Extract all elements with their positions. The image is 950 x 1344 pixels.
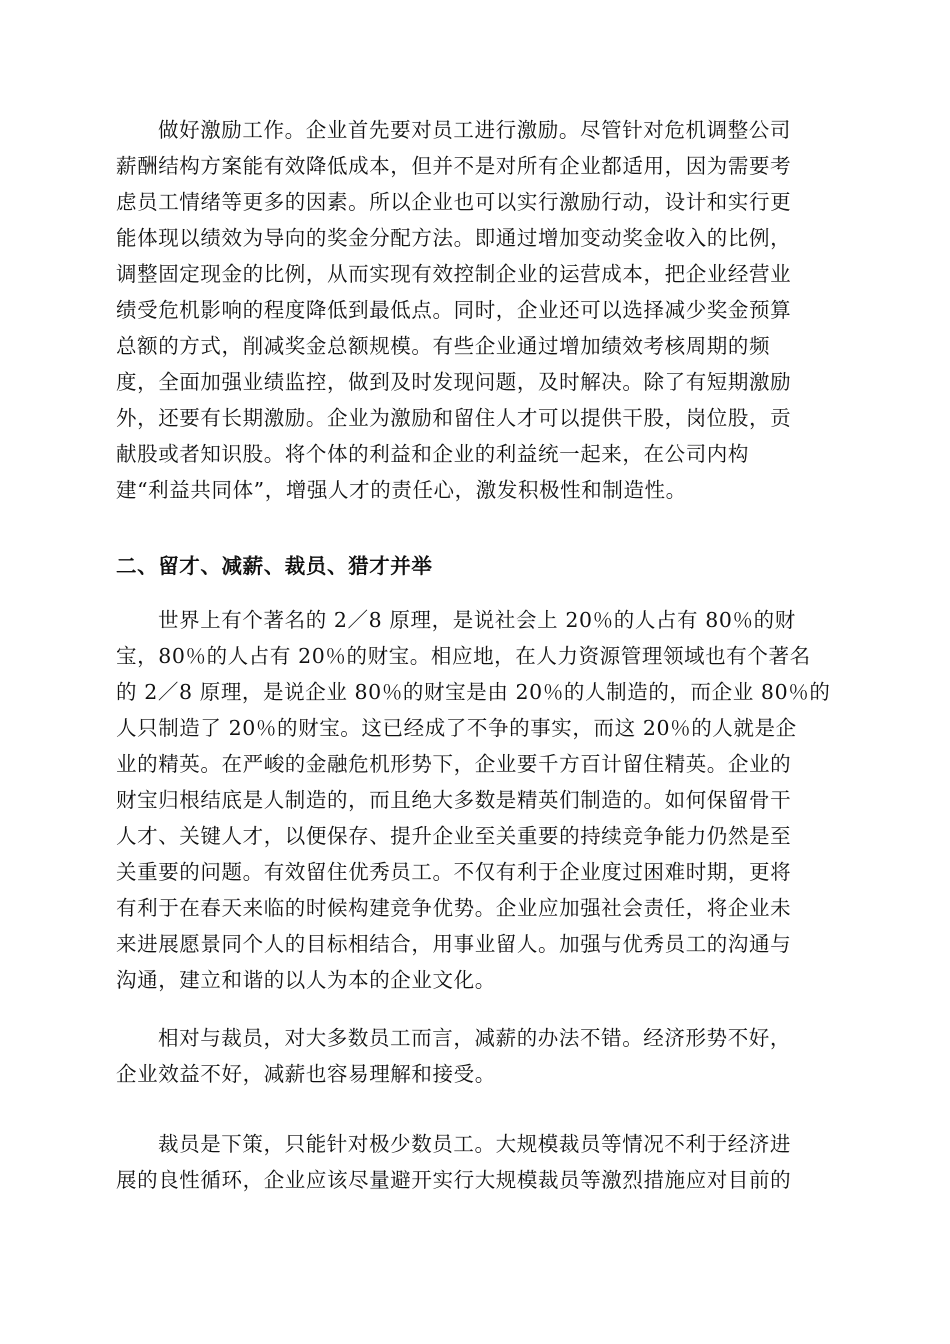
paragraph-pay-cut (116, 1020, 836, 1092)
paragraph-line: 宝，80％的人占有 20％的财宝。相应地，在人力资源管理领域也有个著名 (116, 644, 811, 668)
paragraph-line: 业的精英。在严峻的金融危机形势下，企业要千方百计留住精英。企业的 (116, 752, 792, 776)
paragraph-line: 关重要的问题。有效留住优秀员工。不仅有利于企业度过困难时期，更将 (116, 860, 792, 884)
paragraph-line: 沟通，建立和谐的以人为本的企业文化。 (116, 968, 496, 992)
paragraph-line: 人只制造了 20％的财宝。这已经成了不争的事实，而这 20％的人就是企 (116, 716, 797, 740)
paragraph-line: 能体现以绩效为导向的奖金分配方法。即通过增加变动奖金收入的比例， (116, 226, 792, 250)
paragraph-incentives (116, 112, 836, 508)
paragraph-line: 企业效益不好，减薪也容易理解和接受。 (116, 1062, 496, 1086)
paragraph-line: 世界上有个著名的 2／8 原理，是说社会上 20％的人占有 80％的财 (158, 608, 796, 632)
paragraph-line: 建“利益共同体”，增强人才的责任心，激发积极性和制造性。 (116, 478, 687, 502)
paragraph-line: 调整固定现金的比例，从而实现有效控制企业的运营成本，把企业经营业 (116, 262, 792, 286)
paragraph-line: 裁员是下策，只能针对极少数员工。大规模裁员等情况不利于经济进 (158, 1132, 791, 1156)
paragraph-line: 总额的方式，削减奖金总额规模。有些企业通过增加绩效考核周期的频 (116, 334, 771, 358)
paragraph-talent-retention (116, 602, 836, 998)
paragraph-line: 有利于在春天来临的时候构建竞争优势。企业应加强社会责任，将企业未 (116, 896, 792, 920)
paragraph-line: 度，全面加强业绩监控，做到及时发现问题，及时解决。除了有短期激励 (116, 370, 792, 394)
paragraph-line: 外，还要有长期激励。企业为激励和留住人才可以提供干股，岗位股，贡 (116, 406, 792, 430)
paragraph-line: 的 2／8 原理，是说企业 80％的财宝是由 20％的人制造的，而企业 80％的 (116, 680, 831, 704)
paragraph-layoffs (116, 1126, 836, 1198)
paragraph-line: 绩受危机影响的程度降低到最低点。同时，企业还可以选择减少奖金预算 (116, 298, 792, 322)
paragraph-line: 来进展愿景同个人的目标相结合，用事业留人。加强与优秀员工的沟通与 (116, 932, 792, 956)
paragraph-line: 相对与裁员，对大多数员工而言，减薪的办法不错。经济形势不好， (158, 1026, 791, 1050)
paragraph-line: 虑员工情绪等更多的因素。所以企业也可以实行激励行动，设计和实行更 (116, 190, 792, 214)
paragraph-line: 做好激励工作。企业首先要对员工进行激励。尽管针对危机调整公司 (158, 118, 791, 142)
paragraph-line: 人才、关键人才，以便保存、提升企业至关重要的持续竞争能力仍然是至 (116, 824, 792, 848)
paragraph-line: 献股或者知识股。将个体的利益和企业的利益统一起来，在公司内构 (116, 442, 749, 466)
paragraph-line: 财宝归根结底是人制造的，而且绝大多数是精英们制造的。如何保留骨干 (116, 788, 792, 812)
paragraph-line: 展的良性循环，企业应该尽量避开实行大规模裁员等激烈措施应对目前的 (116, 1168, 792, 1192)
section-heading: 二、留才、减薪、裁员、猎才并举 (116, 554, 433, 578)
paragraph-line: 薪酬结构方案能有效降低成本，但并不是对所有企业都适用，因为需要考 (116, 154, 792, 178)
